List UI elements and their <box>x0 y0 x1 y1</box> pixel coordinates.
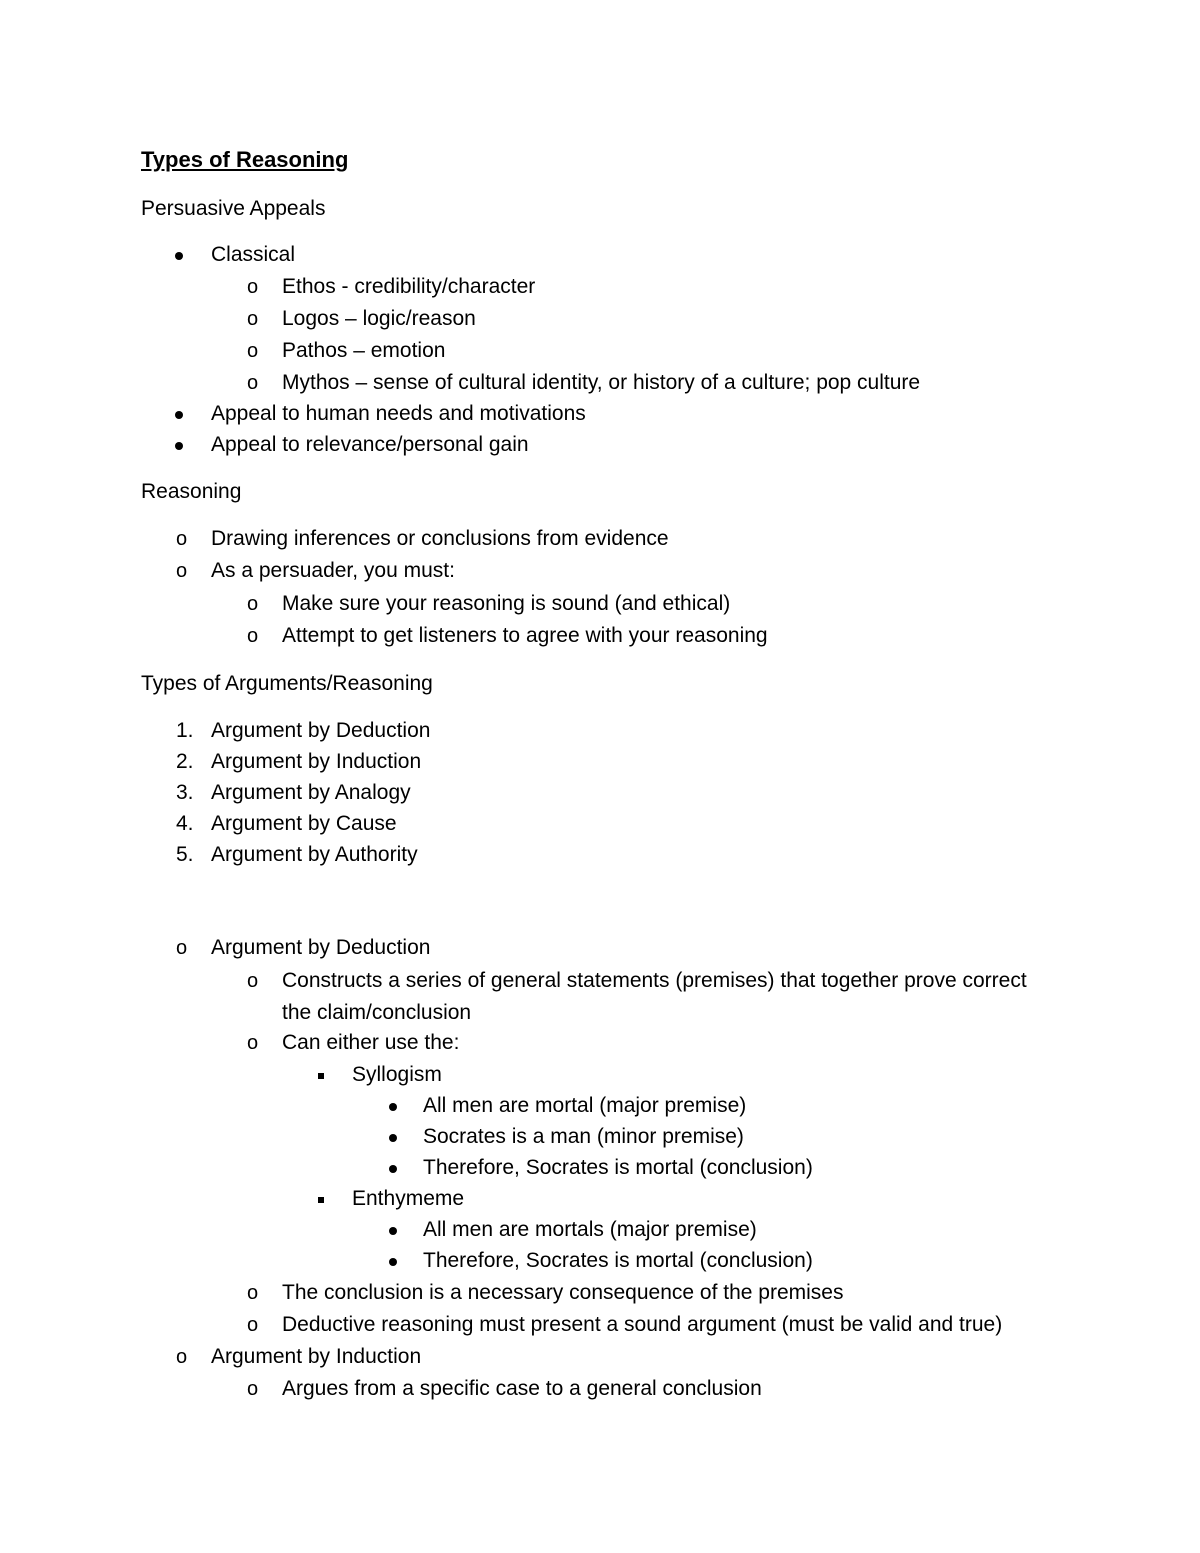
list-item: All men are mortal (major premise) <box>423 1094 747 1117</box>
circle-bullet-icon: o <box>247 970 259 992</box>
circle-bullet-icon: o <box>176 937 188 959</box>
bullet-dot-icon <box>389 1092 397 1120</box>
list-item: Logos – logic/reason <box>282 307 476 330</box>
list-item: Argument by Deduction <box>211 719 431 742</box>
circle-bullet-icon: o <box>247 372 259 394</box>
list-item: As a persuader, you must: <box>211 559 455 582</box>
list-item: Classical <box>211 243 296 266</box>
list-item: Argument by Analogy <box>211 781 411 804</box>
circle-bullet-icon: o <box>247 625 259 647</box>
bullet-dot-icon <box>389 1247 397 1275</box>
list-item: Attempt to get listeners to agree with your reasoning <box>282 624 768 647</box>
list-number: 4. <box>176 812 194 835</box>
circle-bullet-icon: o <box>247 1032 259 1054</box>
bullet-dot-icon <box>389 1216 397 1244</box>
list-item: Argues from a specific case to a general conclusion <box>282 1377 762 1400</box>
square-bullet-icon <box>318 1185 324 1213</box>
list-item: All men are mortals (major premise) <box>423 1218 757 1241</box>
circle-bullet-icon: o <box>247 1378 259 1400</box>
list-number: 3. <box>176 781 194 804</box>
bullet-dot-icon <box>175 431 183 459</box>
list-item: Argument by Deduction <box>211 936 431 959</box>
circle-bullet-icon: o <box>176 528 188 550</box>
bullet-dot-icon <box>175 241 183 269</box>
circle-bullet-icon: o <box>247 340 259 362</box>
list-item: Argument by Authority <box>211 843 418 866</box>
list-item: Therefore, Socrates is mortal (conclusion) <box>423 1249 813 1272</box>
list-item: Constructs a series of general statements (premises) that together prove correct <box>282 969 1027 992</box>
list-number: 5. <box>176 843 194 866</box>
list-item: Appeal to human needs and motivations <box>211 402 586 425</box>
list-item: Argument by Cause <box>211 812 397 835</box>
heading-persuasive: Persuasive Appeals <box>141 197 326 220</box>
heading-types: Types of Arguments/Reasoning <box>141 672 433 695</box>
list-item: Make sure your reasoning is sound (and ethical) <box>282 592 731 615</box>
circle-bullet-icon: o <box>247 593 259 615</box>
list-item: Therefore, Socrates is mortal (conclusion) <box>423 1156 813 1179</box>
list-item: Drawing inferences or conclusions from evidence <box>211 527 669 550</box>
list-item: Mythos – sense of cultural identity, or history of a culture; pop culture <box>282 371 921 394</box>
list-item: Can either use the: <box>282 1031 460 1054</box>
bullet-dot-icon <box>389 1123 397 1151</box>
list-number: 2. <box>176 750 194 773</box>
list-item: Socrates is a man (minor premise) <box>423 1125 744 1148</box>
list-item: Ethos - credibility/character <box>282 275 536 298</box>
bullet-dot-icon <box>389 1154 397 1182</box>
circle-bullet-icon: o <box>176 1346 188 1368</box>
list-item: Appeal to relevance/personal gain <box>211 433 529 456</box>
bullet-dot-icon <box>175 400 183 428</box>
list-item: The conclusion is a necessary consequence of the premises <box>282 1281 844 1304</box>
heading-reasoning: Reasoning <box>141 480 242 503</box>
list-item-continuation: the claim/conclusion <box>282 1001 472 1024</box>
circle-bullet-icon: o <box>176 560 188 582</box>
circle-bullet-icon: o <box>247 308 259 330</box>
list-item: Enthymeme <box>352 1187 465 1210</box>
list-item: Pathos – emotion <box>282 339 446 362</box>
square-bullet-icon <box>318 1061 324 1089</box>
circle-bullet-icon: o <box>247 276 259 298</box>
circle-bullet-icon: o <box>247 1282 259 1304</box>
page-title: Types of Reasoning <box>141 147 349 172</box>
circle-bullet-icon: o <box>247 1314 259 1336</box>
list-number: 1. <box>176 719 194 742</box>
list-item: Argument by Induction <box>211 750 422 773</box>
list-item: Deductive reasoning must present a sound argument (must be valid and true) <box>282 1313 1003 1336</box>
list-item: Syllogism <box>352 1063 442 1086</box>
list-item: Argument by Induction <box>211 1345 422 1368</box>
